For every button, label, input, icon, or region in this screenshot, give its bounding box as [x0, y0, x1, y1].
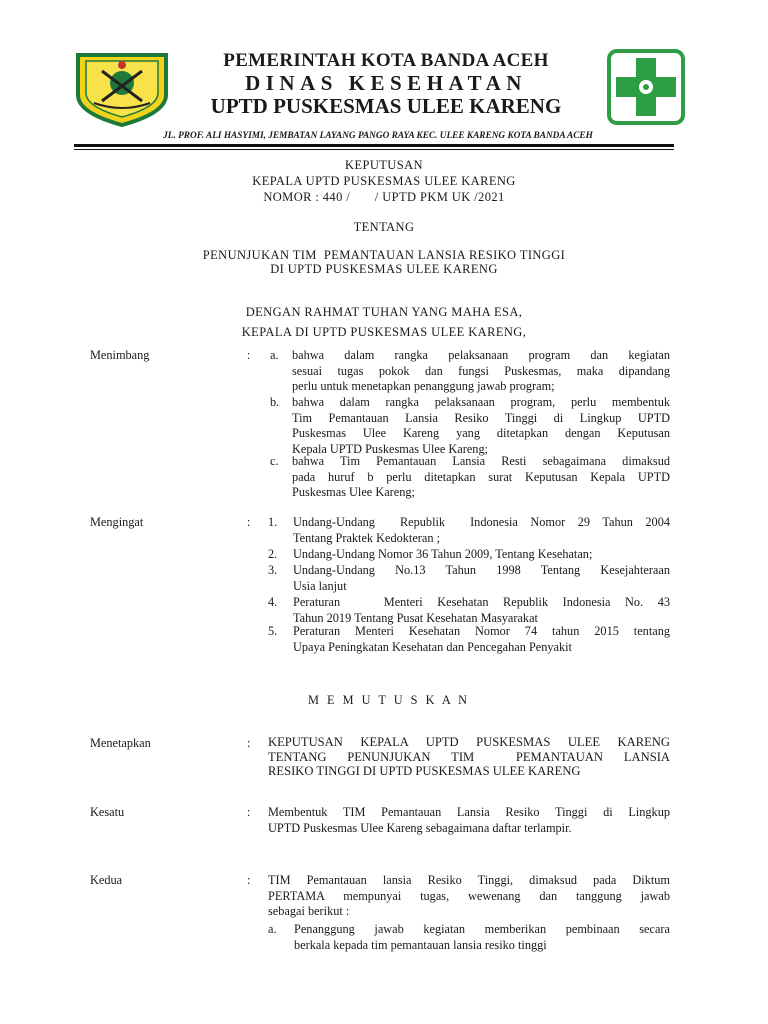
text-line: bahwa dalam rangka pelaksanaan program dan kegiatan — [292, 348, 670, 362]
menimbang-item-b — [292, 395, 670, 457]
header-department: DINAS KESEHATAN — [245, 71, 527, 95]
text-line: Membentuk TIM Pemantauan Lansia Resiko Tinggi di Lingkup — [268, 805, 670, 819]
kesatu-colon: : — [247, 805, 251, 819]
menimbang-item-c — [292, 454, 670, 501]
puskesmas-logo-icon — [606, 48, 686, 126]
mengingat-item-5 — [293, 624, 670, 655]
text-line: Peraturan Menteri Kesehatan Nomor 74 tahun 2015 tentang — [293, 624, 670, 638]
text-line: Tahun 2019 Tentang Pusat Kesehatan Masyarakat — [293, 610, 538, 625]
text-line: TIM Pemantauan lansia Resiko Tinggi, dimaksud pada Diktum — [268, 873, 670, 887]
text-line: perlu untuk menetapkan penanggung jawab program; — [292, 379, 555, 393]
header-rule-thick — [74, 144, 674, 147]
kedua-text — [268, 873, 670, 920]
text-line: UPTD Puskesmas Ulee Kareng sebagaimana daftar terlampir. — [268, 820, 572, 835]
menimbang-item-a — [292, 348, 670, 395]
kedua-colon: : — [247, 873, 251, 887]
text-line: bahwa Tim Pemantauan Lansia Resti sebagaimana dimaksud — [292, 454, 670, 468]
doc-issuer: KEPALA UPTD PUSKESMAS ULEE KARENG — [252, 174, 516, 188]
menimbang-marker-a: a. — [270, 348, 279, 362]
text-line: Usia lanjut — [293, 578, 347, 593]
text-line: sesuai tugas pokok dan fungsi Puskesmas, maka dipandang — [292, 363, 670, 378]
mengingat-marker-1: 1. — [268, 515, 278, 529]
doc-subject-line2: DI UPTD PUSKESMAS ULEE KARENG — [270, 262, 498, 276]
doc-rahmat: DENGAN RAHMAT TUHAN YANG MAHA ESA, — [245, 305, 523, 319]
doc-type: KEPUTUSAN — [345, 158, 423, 172]
doc-number: NOMOR : 440 / / UPTD PKM UK /2021 — [263, 190, 505, 204]
menimbang-marker-b: b. — [270, 395, 280, 409]
mengingat-marker-3: 3. — [268, 563, 278, 577]
text-line: Undang-Undang No.13 Tahun 1998 Tentang Kesejahteraan — [293, 563, 670, 577]
text-line: bahwa dalam rangka pelaksanaan program, perlu membentuk — [292, 395, 670, 409]
kesatu-text — [268, 805, 670, 836]
header-puskesmas: UPTD PUSKESMAS ULEE KARENG — [210, 94, 562, 118]
menetapkan-colon: : — [247, 736, 251, 750]
text-line: Kepala UPTD Puskesmas Ulee Kareng; — [292, 441, 489, 456]
kedua-label: Kedua — [90, 873, 123, 887]
text-line: Penanggung jawab kegiatan memberikan pembinaan secara — [294, 922, 670, 936]
menetapkan-text — [268, 735, 670, 779]
text-line: berkala kepada tim pemantauan lansia resiko tinggi — [294, 937, 547, 952]
mengingat-item-3 — [293, 563, 670, 594]
text-line: Tim Pemantauan Lansia Resiko Tinggi di Lingkup UPTD — [292, 410, 670, 425]
mengingat-item-1 — [293, 515, 670, 546]
menimbang-label: Menimbang — [90, 348, 150, 362]
city-emblem-icon — [72, 51, 172, 127]
text-line: RESIKO TINGGI DI UPTD PUSKESMAS ULEE KARENG — [268, 764, 581, 778]
menimbang-colon: : — [247, 348, 251, 362]
text-line: Undang-Undang Nomor 36 Tahun 2009, Tentang Kesehatan; — [293, 547, 593, 561]
kedua-marker-a: a. — [268, 922, 277, 936]
doc-subject-line1: PENUNJUKAN TIM PEMANTAUAN LANSIA RESIKO TINGGI — [202, 248, 566, 262]
text-line: Puskesmas Ulee Kareng yang ditetapkan dengan Keputusan — [292, 426, 670, 440]
header-rule-thin — [74, 149, 674, 150]
menimbang-marker-c: c. — [270, 454, 279, 468]
doc-tentang: TENTANG — [353, 220, 415, 234]
mengingat-item-2 — [293, 547, 670, 563]
text-line: pada huruf b perlu ditetapkan surat Keputusan Kepala UPTD — [292, 469, 670, 484]
mengingat-colon: : — [247, 515, 251, 529]
text-line: Tentang Praktek Kedokteran ; — [293, 530, 440, 545]
memutuskan-heading: M E M U T U S K A N — [308, 693, 470, 707]
text-line: sebagai berikut : — [268, 904, 350, 918]
header-government: PEMERINTAH KOTA BANDA ACEH — [223, 50, 549, 71]
kesatu-label: Kesatu — [90, 805, 125, 819]
text-line: TENTANG PENUNJUKAN TIM PEMANTAUAN LANSIA — [268, 749, 670, 764]
doc-kepala: KEPALA DI UPTD PUSKESMAS ULEE KARENG, — [241, 325, 527, 339]
header-address: JL. PROF. ALI HASYIMI, JEMBATAN LAYANG PANGO RAYA KEC. ULEE KARENG KOTA BANDA ACEH — [163, 131, 593, 141]
text-line: Puskesmas Ulee Kareng; — [292, 485, 415, 499]
text-line: Upaya Peningkatan Kesehatan dan Pencegahan Penyakit — [293, 639, 572, 654]
mengingat-marker-4: 4. — [268, 595, 278, 609]
menetapkan-label: Menetapkan — [90, 736, 151, 750]
mengingat-marker-2: 2. — [268, 547, 278, 561]
kedua-item-a — [294, 922, 670, 953]
text-line: PERTAMA mempunyai tugas, wewenang dan tanggung jawab — [268, 888, 670, 903]
text-line: Peraturan Menteri Kesehatan Republik Indonesia No. 43 — [293, 595, 670, 609]
text-line: KEPUTUSAN KEPALA UPTD PUSKESMAS ULEE KARENG — [268, 735, 670, 749]
mengingat-label: Mengingat — [90, 515, 144, 529]
mengingat-marker-5: 5. — [268, 624, 278, 638]
mengingat-item-4 — [293, 595, 670, 626]
text-line: Undang-Undang Republik Indonesia Nomor 29 Tahun 2004 — [293, 515, 670, 529]
